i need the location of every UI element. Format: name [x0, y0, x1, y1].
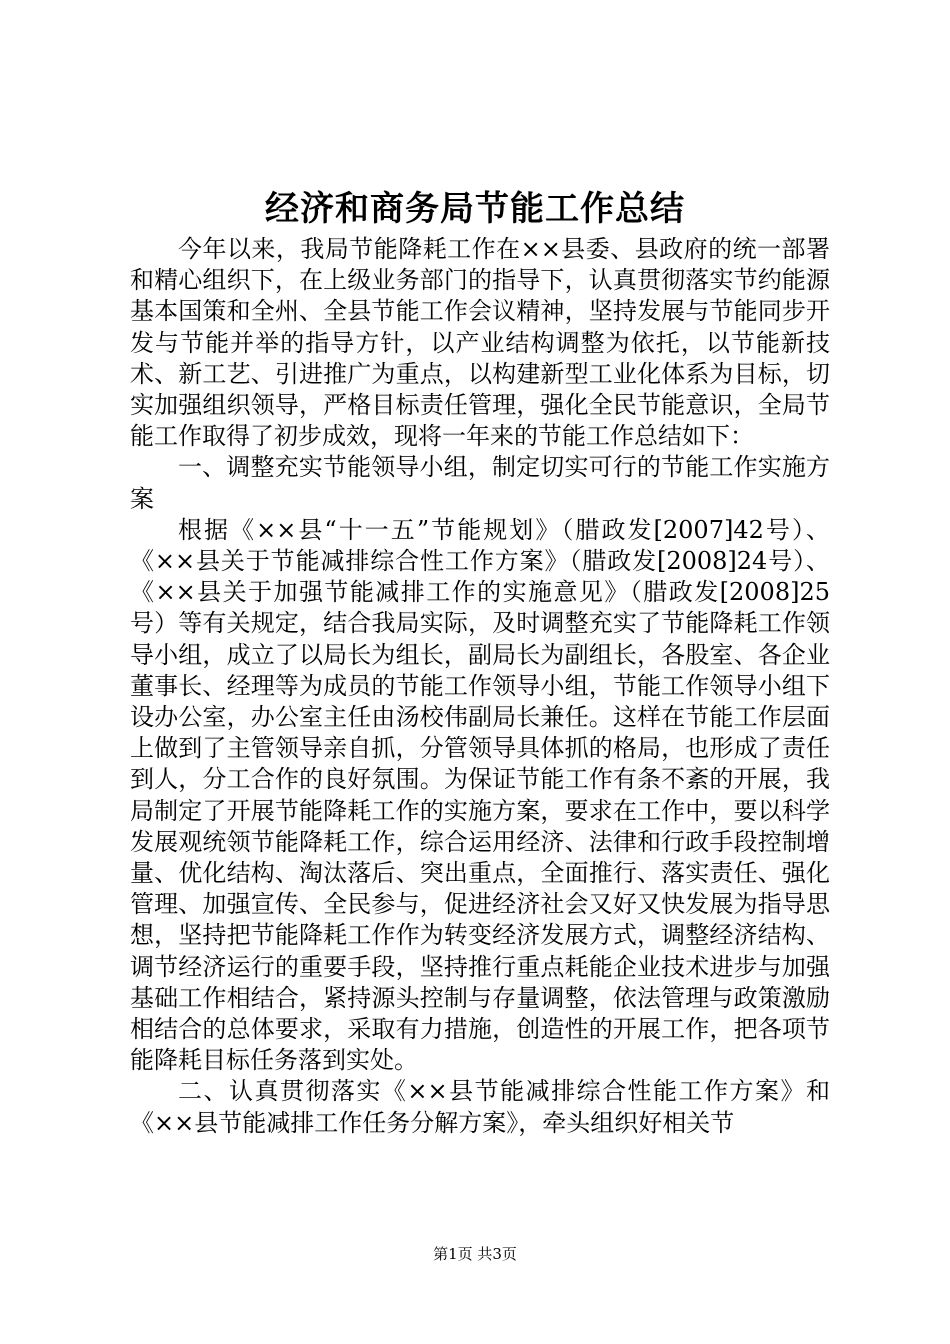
paragraph-intro: 今年以来，我局节能降耗工作在××县委、县政府的统一部署和精心组织下，在上级业务部门的指导下，认真贯彻落实节约能源基本国策和全州、全县节能工作会议精神，坚持发展与节能同步开发与节能并举的指导方针，以产业结构调整为依托，以节能新技术、新工艺、引进推广为重点，以构建新型工业化体系为目标，切实加强组织领导，严格目标责任管理，强化全民节能意识，全局节能工作取得了初步成效，现将一年来的节能工作总结如下： [130, 235, 830, 451]
paragraph-section-1: 根据《××县“十一五”节能规划》（腊政发[2007]42号）、《××县关于节能减排综合性工作方案》（腊政发[2008]24号）、《××县关于加强节能减排工作的实施意见》（腊政发[2008]25号）等有关规定，结合我局实际，及时调整充实了节能降耗工作领导小组，成立了以局长为组长，副局长为副组长，各股室、各企业董事长、经理等为成员的节能工作领导小组，节能工作领导小组下设办公室，办公室主任由汤校伟副局长兼任。这样在节能工作层面上做到了主管领导亲自抓，分管领导具体抓的格局，也形成了责任到人，分工合作的良好氛围。为保证节能工作有条不紊的开展，我局制定了开展节能降耗工作的实施方案，要求在工作中，要以科学发展观统领节能降耗工作，综合运用经济、法律和行政手段控制增量、优化结构、淘汰落后、突出重点，全面推行、落实责任、强化管理、加强宣传、全民参与，促进经济社会又好又快发展为指导思想，坚持把节能降耗工作作为转变经济发展方式，调整经济结构、调节经济运行的重要手段，坚持推行重点耗能企业技术进步与加强基础工作相结合，紧持源头控制与存量调整，依法管理与政策激励相结合的总体要求，采取有力措施，创造性的开展工作，把各项节能降耗目标任务落到实处。 [130, 515, 830, 1075]
page-footer: 第1页 共3页 [433, 1245, 517, 1263]
section-heading-1: 一、调整充实节能领导小组，制定切实可行的节能工作实施方案 [130, 453, 830, 513]
section-heading-2: 二、认真贯彻落实《××县节能减排综合性能工作方案》和《××县节能减排工作任务分解方案》，牵头组织好相关节 [130, 1077, 830, 1137]
document-body [130, 234, 830, 1139]
document-title: 经济和商务局节能工作总结 [265, 189, 685, 229]
